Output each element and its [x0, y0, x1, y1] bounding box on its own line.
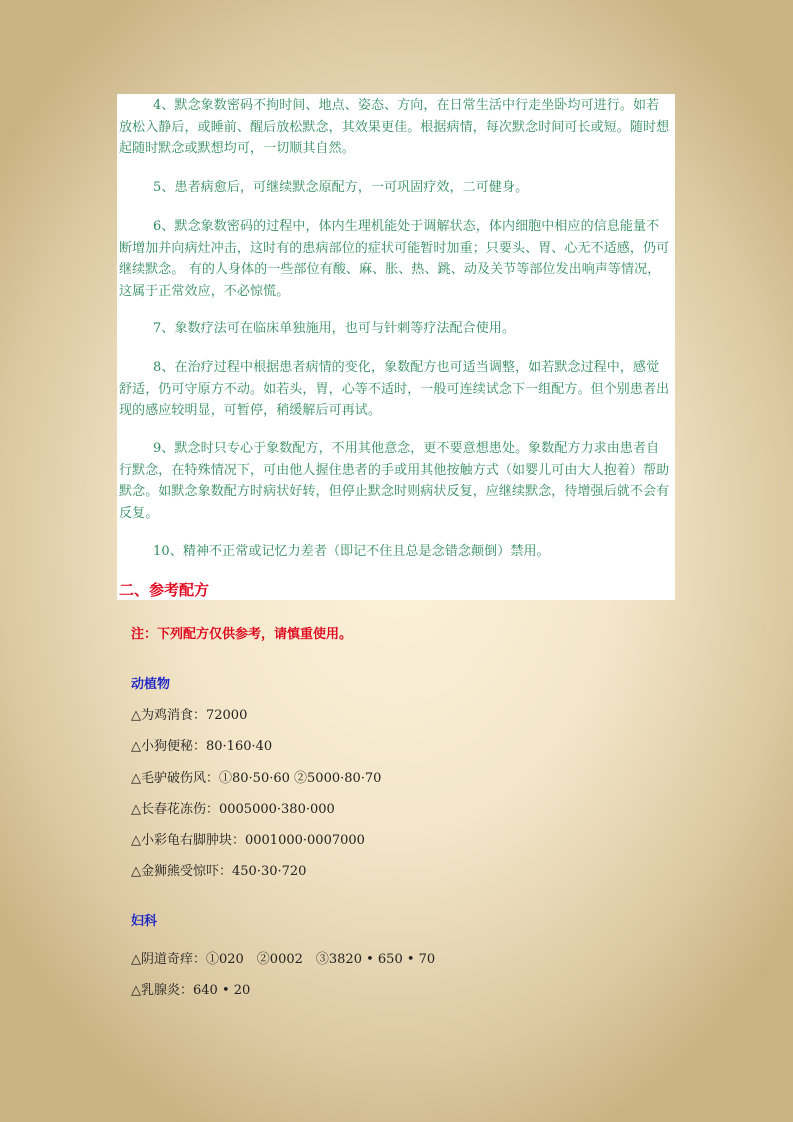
- formula-item: △长春花冻伤：0005000·380·000: [131, 802, 335, 817]
- text-panel: [117, 94, 675, 600]
- formula-item: △小彩龟右脚肿块：0001000·0007000: [131, 833, 365, 848]
- formula-item: △为鸡消食：72000: [131, 708, 248, 723]
- formula-item: △阴道奇痒：①020 ②0002 ③3820 • 650 • 70: [131, 952, 436, 967]
- note-5: 5、患者病愈后，可继续默念原配方，一可巩固疗效，二可健身。: [153, 180, 529, 195]
- category-title: 动植物: [131, 677, 171, 692]
- category-title: 妇科: [131, 914, 158, 929]
- formula-item: △小狗便秘：80·160·40: [131, 739, 273, 754]
- formula-item: △毛驴破伤风：①80·50·60 ②5000·80·70: [131, 771, 382, 786]
- section-title: 二、参考配方: [119, 581, 210, 599]
- formula-item: △乳腺炎：640 • 20: [131, 983, 251, 998]
- note-6: 6、默念象数密码的过程中，体内生理机能处于调解状态，体内细胞中相应的信息能量不断增加并向病灶冲击，这时有的患病部位的症状可能暂时加重；只要头、胃、心无不适感，仍可继续默念。 有的人身体的一些部位有酸、麻、胀、热、跳、动及关节等部位发出响声等情况，这属于正常效应，不必惊慌。: [119, 219, 670, 299]
- note-7: 7、象数疗法可在临床单独施用，也可与针刺等疗法配合使用。: [153, 321, 516, 336]
- note-4: 4、默念象数密码不拘时间、地点、姿态、方向，在日常生活中行走坐卧均可进行。如若放松入静后，或睡前、醒后放松默念，其效果更佳。根据病情，每次默念时间可长或短。随时想起随时默念或默想均可，一切顺其自然。: [119, 98, 670, 156]
- formula-item: △金狮熊受惊吓：450·30·720: [131, 864, 307, 879]
- caution-note: 注：下列配方仅供参考，请慎重使用。: [131, 627, 353, 642]
- note-10: 10、精神不正常或记忆力差者（即记不住且总是念错念颠倒）禁用。: [153, 544, 550, 559]
- note-8: 8、在治疗过程中根据患者病情的变化，象数配方也可适当调整，如若默念过程中，感觉舒适，仍可守原方不动。如若头，胃，心等不适时，一般可连续试念下一组配方。但个别患者出现的感应较明显，可暂停，稍缓解后可再试。: [119, 360, 670, 418]
- note-9: 9、默念时只专心于象数配方，不用其他意念，更不要意想患处。象数配方力求由患者自行默念，在特殊情况下，可由他人握住患者的手或用其他按触方式（如婴儿可由大人抱着）帮助默念。如默念象数配方时病状好转，但停止默念时则病状反复，应继续默念，待增强后就不会有反复。: [119, 441, 670, 521]
